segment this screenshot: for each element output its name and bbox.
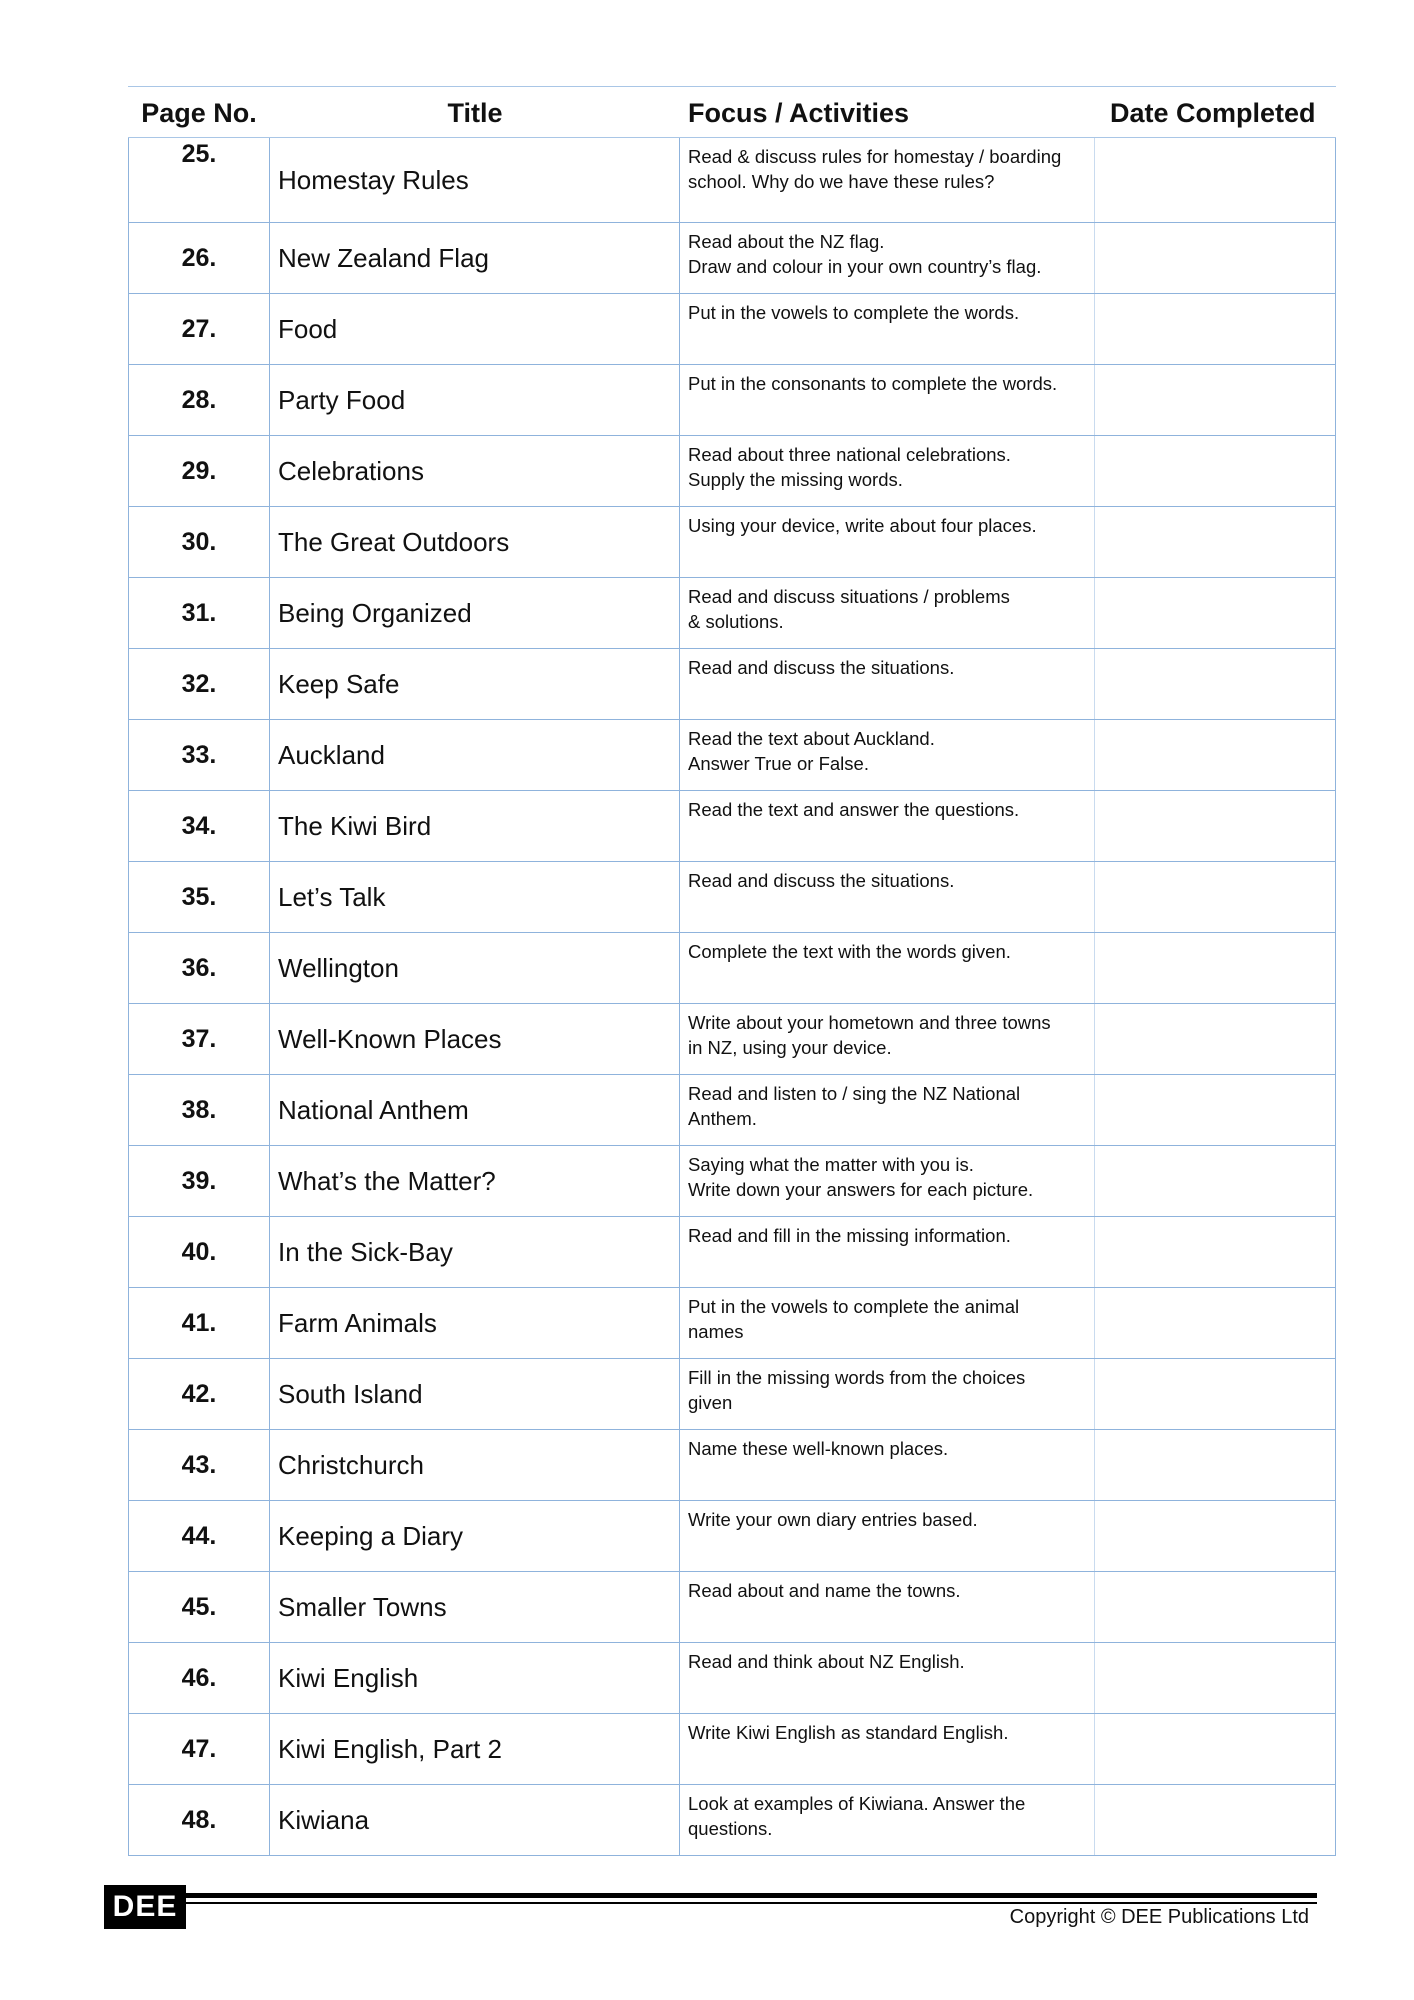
- focus-line: Saying what the matter with you is.: [688, 1154, 974, 1175]
- date-completed-cell: [1095, 507, 1336, 577]
- table-row: [128, 138, 1336, 223]
- date-completed-cell: [1095, 436, 1336, 506]
- table-row: [128, 507, 1336, 578]
- page-number: 46.: [128, 1643, 270, 1713]
- focus-line: Complete the text with the words given.: [688, 941, 1011, 962]
- focus-activities: [680, 1501, 1095, 1571]
- page-number: 26.: [128, 223, 270, 293]
- focus-activities: [680, 649, 1095, 719]
- focus-line: Write down your answers for each picture.: [688, 1179, 1034, 1200]
- focus-line: Read the text and answer the questions.: [688, 799, 1020, 820]
- table-row: [128, 294, 1336, 365]
- header-page-no: Page No.: [141, 98, 257, 128]
- focus-line: Write about your hometown and three towns: [688, 1012, 1051, 1033]
- focus-line: & solutions.: [688, 611, 784, 632]
- lesson-title: Christchurch: [270, 1430, 680, 1500]
- table-row: [128, 1785, 1336, 1856]
- lesson-title: Kiwiana: [270, 1785, 680, 1855]
- focus-line: Read & discuss rules for homestay / boarding: [688, 146, 1062, 167]
- date-completed-cell: [1095, 223, 1336, 293]
- table-body: [128, 138, 1336, 1856]
- lesson-title: Keep Safe: [270, 649, 680, 719]
- lesson-title: Keeping a Diary: [270, 1501, 680, 1571]
- focus-activities: [680, 507, 1095, 577]
- focus-activities: [680, 578, 1095, 648]
- date-completed-cell: [1095, 1714, 1336, 1784]
- focus-line: Fill in the missing words from the choices: [688, 1367, 1026, 1388]
- date-completed-cell: [1095, 1501, 1336, 1571]
- lesson-title: Celebrations: [270, 436, 680, 506]
- focus-line: Read and fill in the missing information.: [688, 1225, 1011, 1246]
- page-number: 35.: [128, 862, 270, 932]
- page-number: 34.: [128, 791, 270, 861]
- header-title: Title: [447, 98, 503, 128]
- date-completed-cell: [1095, 138, 1336, 222]
- focus-line: Put in the vowels to complete the animal: [688, 1296, 1020, 1317]
- page-number: 42.: [128, 1359, 270, 1429]
- date-completed-cell: [1095, 720, 1336, 790]
- focus-activities: [680, 1004, 1095, 1074]
- focus-line: Read and discuss the situations.: [688, 657, 955, 678]
- focus-line: Read and think about NZ English.: [688, 1651, 965, 1672]
- focus-activities: [680, 1075, 1095, 1145]
- page-number: 27.: [128, 294, 270, 364]
- date-completed-cell: [1095, 1785, 1336, 1855]
- focus-line: Answer True or False.: [688, 753, 869, 774]
- copyright-notice: Copyright © DEE Publications Ltd: [1009, 1906, 1309, 1928]
- date-completed-cell: [1095, 933, 1336, 1003]
- page-number: 37.: [128, 1004, 270, 1074]
- table-row: [128, 1430, 1336, 1501]
- focus-line: Write your own diary entries based.: [688, 1509, 978, 1530]
- page-number: 33.: [128, 720, 270, 790]
- lesson-title: New Zealand Flag: [270, 223, 680, 293]
- table-row: [128, 436, 1336, 507]
- lesson-title: Auckland: [270, 720, 680, 790]
- table-row: [128, 1075, 1336, 1146]
- lesson-title: Kiwi English: [270, 1643, 680, 1713]
- focus-activities: [680, 436, 1095, 506]
- focus-line: Anthem.: [688, 1108, 757, 1129]
- focus-activities: [680, 1359, 1095, 1429]
- date-completed-cell: [1095, 1146, 1336, 1216]
- focus-activities: [680, 1572, 1095, 1642]
- focus-line: in NZ, using your device.: [688, 1037, 892, 1058]
- lesson-title: Smaller Towns: [270, 1572, 680, 1642]
- date-completed-cell: [1095, 1004, 1336, 1074]
- lesson-title: Well-Known Places: [270, 1004, 680, 1074]
- focus-activities: [680, 1146, 1095, 1216]
- focus-line: Read about three national celebrations.: [688, 444, 1011, 465]
- dee-logo: DEE: [104, 1885, 186, 1929]
- table-row: [128, 1004, 1336, 1075]
- date-completed-cell: [1095, 1359, 1336, 1429]
- focus-line: names: [688, 1321, 744, 1342]
- lesson-title: Wellington: [270, 933, 680, 1003]
- page-number: 48.: [128, 1785, 270, 1855]
- date-completed-cell: [1095, 578, 1336, 648]
- focus-line: Using your device, write about four places.: [688, 515, 1037, 536]
- table-row: [128, 223, 1336, 294]
- focus-line: Look at examples of Kiwiana. Answer the: [688, 1793, 1026, 1814]
- focus-activities: [680, 1288, 1095, 1358]
- lesson-title: Kiwi English, Part 2: [270, 1714, 680, 1784]
- table-row: [128, 1288, 1336, 1359]
- lesson-title: Being Organized: [270, 578, 680, 648]
- footer-divider-thin: [186, 1902, 1317, 1904]
- focus-activities: [680, 1217, 1095, 1287]
- focus-line: school. Why do we have these rules?: [688, 171, 995, 192]
- date-completed-cell: [1095, 1643, 1336, 1713]
- lesson-title: Farm Animals: [270, 1288, 680, 1358]
- focus-activities: [680, 223, 1095, 293]
- focus-line: Read and listen to / sing the NZ National: [688, 1083, 1021, 1104]
- table-row: [128, 862, 1336, 933]
- table-row: [128, 1146, 1336, 1217]
- lesson-title: Let’s Talk: [270, 862, 680, 932]
- date-completed-cell: [1095, 791, 1336, 861]
- date-completed-cell: [1095, 1075, 1336, 1145]
- date-completed-cell: [1095, 1430, 1336, 1500]
- date-completed-cell: [1095, 862, 1336, 932]
- table-row: [128, 1714, 1336, 1785]
- lesson-title: What’s the Matter?: [270, 1146, 680, 1216]
- table-row: [128, 1217, 1336, 1288]
- focus-activities: [680, 933, 1095, 1003]
- date-completed-cell: [1095, 649, 1336, 719]
- page-number: 29.: [128, 436, 270, 506]
- focus-line: Put in the vowels to complete the words.: [688, 302, 1020, 323]
- focus-activities: [680, 1785, 1095, 1855]
- page-number: 43.: [128, 1430, 270, 1500]
- focus-activities: [680, 862, 1095, 932]
- focus-line: Supply the missing words.: [688, 469, 903, 490]
- lesson-title: The Great Outdoors: [270, 507, 680, 577]
- focus-line: Read and discuss the situations.: [688, 870, 955, 891]
- lesson-title: Party Food: [270, 365, 680, 435]
- focus-activities: [680, 365, 1095, 435]
- focus-line: Read about the NZ flag.: [688, 231, 885, 252]
- contents-table: [128, 86, 1336, 1856]
- page-number: 32.: [128, 649, 270, 719]
- focus-activities: [680, 138, 1095, 222]
- focus-activities: [680, 1430, 1095, 1500]
- focus-line: Name these well-known places.: [688, 1438, 949, 1459]
- lesson-title: Food: [270, 294, 680, 364]
- table-header: [128, 86, 1336, 138]
- date-completed-cell: [1095, 294, 1336, 364]
- page-number: 31.: [128, 578, 270, 648]
- table-row: [128, 649, 1336, 720]
- focus-line: Put in the consonants to complete the words.: [688, 373, 1058, 394]
- focus-activities: [680, 294, 1095, 364]
- page-number: 28.: [128, 365, 270, 435]
- table-row: [128, 791, 1336, 862]
- date-completed-cell: [1095, 1572, 1336, 1642]
- focus-line: given: [688, 1392, 733, 1413]
- table-row: [128, 1572, 1336, 1643]
- date-completed-cell: [1095, 1288, 1336, 1358]
- lesson-title: Homestay Rules: [270, 138, 680, 222]
- focus-line: Read and discuss situations / problems: [688, 586, 1010, 607]
- table-row: [128, 720, 1336, 791]
- page-number: 41.: [128, 1288, 270, 1358]
- lesson-title: In the Sick-Bay: [270, 1217, 680, 1287]
- focus-activities: [680, 1643, 1095, 1713]
- table-row: [128, 1359, 1336, 1430]
- focus-line: Read about and name the towns.: [688, 1580, 961, 1601]
- page-number: 47.: [128, 1714, 270, 1784]
- focus-line: questions.: [688, 1818, 773, 1839]
- lesson-title: The Kiwi Bird: [270, 791, 680, 861]
- lesson-title: National Anthem: [270, 1075, 680, 1145]
- page-number: 45.: [128, 1572, 270, 1642]
- focus-line: Draw and colour in your own country’s flag.: [688, 256, 1042, 277]
- header-focus: Focus / Activities: [688, 98, 910, 128]
- page-number: 36.: [128, 933, 270, 1003]
- table-row: [128, 578, 1336, 649]
- focus-activities: [680, 1714, 1095, 1784]
- table-row: [128, 365, 1336, 436]
- lesson-title: South Island: [270, 1359, 680, 1429]
- focus-activities: [680, 791, 1095, 861]
- page-number: 39.: [128, 1146, 270, 1216]
- header-date-completed: Date Completed: [1110, 98, 1316, 128]
- date-completed-cell: [1095, 1217, 1336, 1287]
- focus-activities: [680, 720, 1095, 790]
- page-number: 38.: [128, 1075, 270, 1145]
- focus-line: Read the text about Auckland.: [688, 728, 935, 749]
- page-number: 30.: [128, 507, 270, 577]
- focus-line: Write Kiwi English as standard English.: [688, 1722, 1009, 1743]
- page-number: 44.: [128, 1501, 270, 1571]
- table-row: [128, 1643, 1336, 1714]
- page-number: 25.: [128, 138, 270, 222]
- page-number: 40.: [128, 1217, 270, 1287]
- table-row: [128, 933, 1336, 1004]
- footer-divider: [186, 1893, 1317, 1898]
- date-completed-cell: [1095, 365, 1336, 435]
- table-row: [128, 1501, 1336, 1572]
